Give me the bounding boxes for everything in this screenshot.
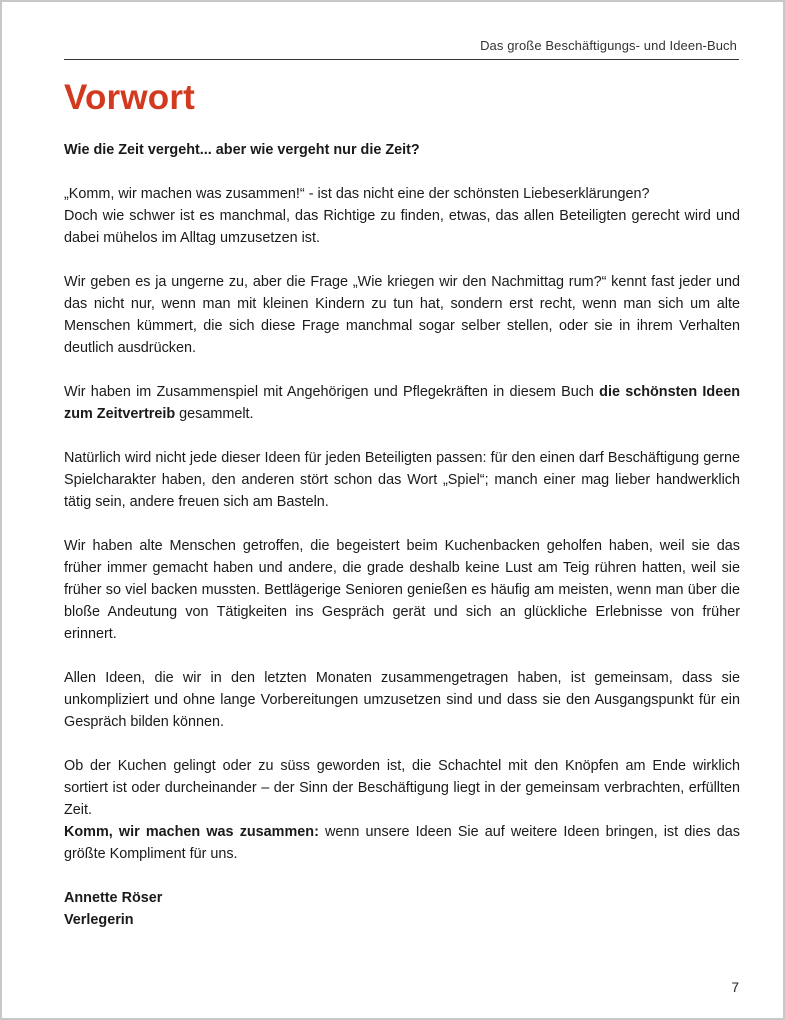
paragraph-3-emphasis: die schönsten Ideen zum Zeitvertreib [64, 384, 740, 422]
paragraph-5: Wir haben alte Menschen getroffen, die begeistert beim Kuchenbacken geholfen haben, weil sie das früher immer gemacht haben und andere, die grade deshalb keine Lust am Teig rühren hatten, weil sie früher so viel backen mussten. Bettlägerige Senioren genießen es häufig am meisten, wenn man über die bloße Andeutung von Tätigkeiten ins Gespräch gerät und sich an glückliche Erlebnisse von früher erinnert. [64, 538, 740, 642]
paragraph-1-line-2: Doch wie schwer ist es manchmal, das Richtige zu finden, etwas, das allen Beteiligten gerecht wird und dabei mühelos im Alltag umzusetzen ist. [64, 208, 740, 246]
header-rule [64, 59, 739, 60]
signature-name: Annette Röser [64, 890, 163, 906]
paragraph-1-line-1: „Komm, wir machen was zusammen!“ - ist das nicht eine der schönsten Liebeserklärungen? [64, 186, 650, 202]
paragraph-8-emphasis: Komm, wir machen was zusammen: [64, 824, 319, 840]
paragraph-1 [64, 183, 740, 249]
paragraph-3-start: Wir haben im Zusammenspiel mit Angehörigen und Pflegekräften in diesem Buch [64, 384, 600, 400]
paragraph-4: Natürlich wird nicht jede dieser Ideen für jeden Beteiligten passen: für den einen darf Beschäftigung gerne Spielcharakter haben, den anderen stört schon das Wort „Spiel“; manch einer mag lieber handwerklich tätig sein, andere freuen sich am Basteln. [64, 450, 740, 510]
paragraph-3 [64, 381, 740, 425]
page-number: 7 [731, 980, 739, 995]
body-text [64, 139, 740, 931]
subtitle: Wie die Zeit vergeht... aber wie vergeht nur die Zeit? [64, 142, 420, 158]
paragraph-2: Wir geben es ja ungerne zu, aber die Frage „Wie kriegen wir den Nachmittag rum?“ kennt fast jeder und das nicht nur, wenn man mit kleinen Kindern zu tun hat, sondern erst recht, wenn man sich um alte Menschen kümmert, die sich diese Frage manchmal sogar selber stellen, oder sie in ihrem Verhalten deutlich ausdrücken. [64, 274, 740, 356]
paragraph-7: Ob der Kuchen gelingt oder zu süss geworden ist, die Schachtel mit den Knöpfen am Ende wirklich sortiert ist oder durcheinander – der Sinn der Beschäftigung liegt in der gemeinsam verbrachten, erfüllten Zeit. [64, 758, 740, 818]
paragraph-8-end: wenn unsere Ideen Sie auf weitere Ideen bringen, ist dies das größte Kompliment für uns. [64, 824, 740, 862]
signature-role: Verlegerin [64, 912, 134, 928]
paragraph-6: Allen Ideen, die wir in den letzten Monaten zusammengetragen haben, ist gemeinsam, dass sie unkompliziert und ohne lange Vorbereitungen umzusetzen sind und dass sie den Ausgangspunkt für ein Gespräch bilden können. [64, 670, 740, 730]
running-header-title: Das große Beschäftigungs- und Ideen-Buch [480, 38, 737, 53]
signature-block [64, 887, 740, 931]
paragraph-8 [64, 821, 740, 865]
page-title: Vorwort [64, 78, 196, 117]
paragraph-3-end: gesammelt. [175, 406, 254, 422]
